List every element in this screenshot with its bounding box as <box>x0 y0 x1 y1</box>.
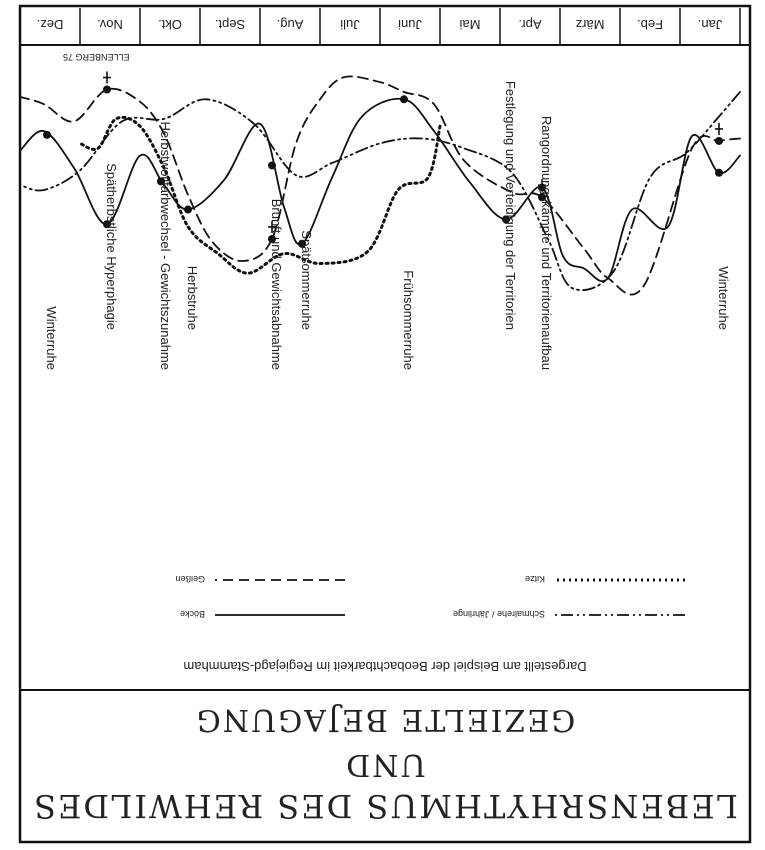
annotation-label: Winterruhe <box>44 306 59 370</box>
cross-marker-dot <box>715 137 723 145</box>
month-label: Juni <box>398 17 422 32</box>
month-label: Sept. <box>214 17 246 32</box>
month-label: Dez. <box>36 17 64 32</box>
month-label: Juli <box>340 17 360 32</box>
annotation-label: Spätherbstliche Hyperphagie <box>104 163 119 330</box>
title-line-3: GEZIELTE BEJAGUNG <box>194 702 576 737</box>
month-label: März <box>575 17 605 32</box>
month-label: Feb. <box>636 17 664 32</box>
annotation-label: Festlegung und Verteidigung der Territorien <box>503 80 518 330</box>
series-point <box>43 131 51 139</box>
annotation-label: Spätsommerruhe <box>299 230 314 330</box>
cross-marker-dot <box>103 86 111 94</box>
annotation-label: Winterruhe <box>716 266 731 330</box>
annotation-label: Rangordnungskämpfe und Territorienaufbau <box>539 115 554 370</box>
month-label: Jan. <box>697 17 723 32</box>
title-line-2: UND <box>344 747 426 782</box>
series-point <box>715 169 723 177</box>
series-point <box>184 206 192 214</box>
annotation-label: Herbstwollfarbwechsel - Gewichtszunahme <box>158 121 173 370</box>
month-label: Okt. <box>158 17 182 32</box>
annotation-label: Frühsommerruhe <box>401 270 416 370</box>
title-line-1: LEBENSRHYTHMUS DES REHWILDES <box>32 787 738 825</box>
chart-subtitle: Dargestellt am Beispiel der Beobachtbarkeit im Regiejagd-Stammham <box>183 659 587 674</box>
legend-label: Geißen <box>175 574 205 584</box>
month-label: Mai <box>459 17 481 32</box>
series-point <box>400 95 408 103</box>
annotation-label: Brunft und Gewichtsabnahme <box>269 198 284 370</box>
legend-label: Kitze <box>524 574 545 584</box>
credit-label: ELLENBERG 75 <box>63 52 130 62</box>
month-label: Nov. <box>97 17 123 32</box>
legend-label: Böcke <box>179 609 205 619</box>
legend-label: Schmalrehe / Jährlinge <box>452 609 545 619</box>
month-label: Aug. <box>276 17 304 32</box>
annotation-label: Herbstruhe <box>185 265 200 330</box>
month-label: Apr. <box>518 17 542 32</box>
series-point <box>268 161 276 169</box>
